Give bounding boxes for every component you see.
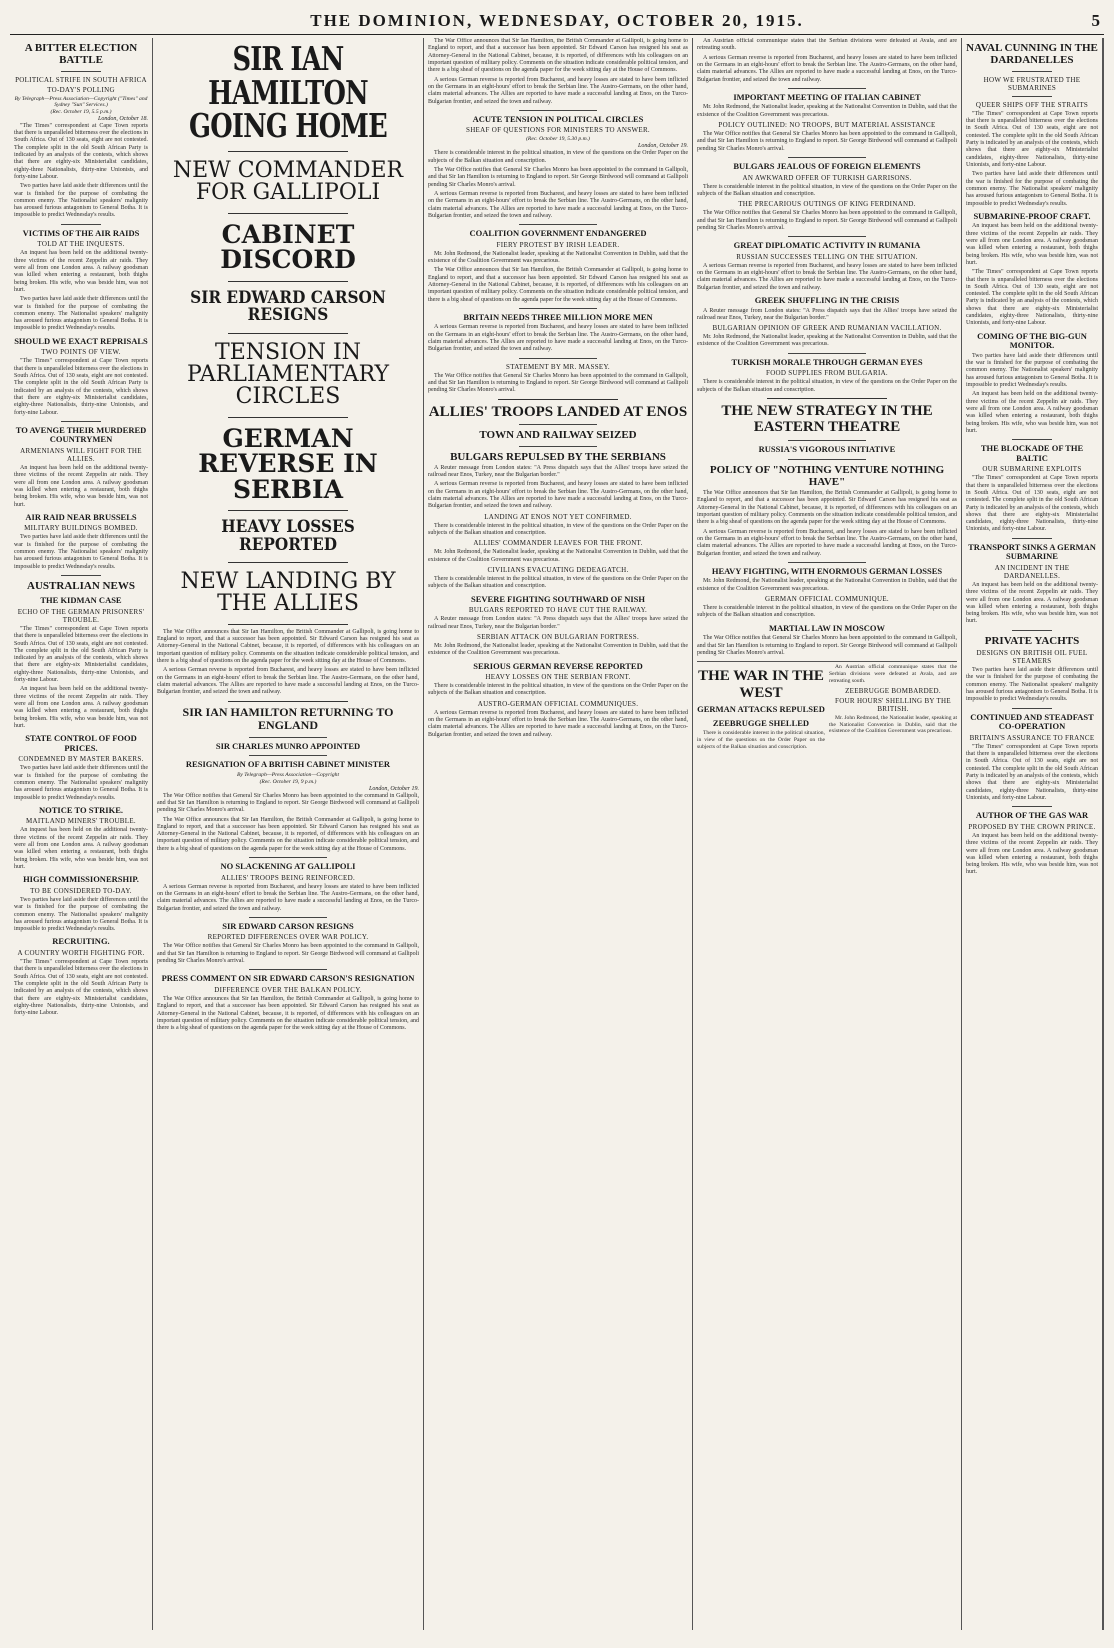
- headline: SERIOUS GERMAN REVERSE REPORTED: [473, 660, 643, 671]
- subhead: FOUR HOURS' SHELLING BY THE BRITISH.: [835, 696, 951, 713]
- headline: ALLIES' TROOPS LANDED AT ENOS: [428, 403, 688, 420]
- subhead: ECHO OF THE GERMAN PRISONERS' TROUBLE.: [17, 607, 145, 624]
- article-text: The War Office announces that Sir Ian Hamilton, the British Commander at Gallipoli, is going home to England to report, and that a successor has been appointed. Sir Edward Carson has resigned his seat as Attorney-General in the National Cabinet, because, it is reported, of differences with his colleagues on an important question of military policy. Comments on the situation indicate considerable political tension, and there is a big sheaf of questions on the agenda paper for the week sitting day at the House of Commons.: [428, 267, 688, 303]
- subhead: AUSTRO-GERMAN OFFICIAL COMMUNIQUES.: [477, 699, 639, 708]
- subhead: MILITARY BUILDINGS BOMBED.: [24, 524, 138, 533]
- subhead: SERBIAN ATTACK ON BULGARIAN FORTRESS.: [477, 632, 639, 641]
- article-text: An inquest has been held on the additional twenty-three victims of the recent Zeppelin air raids. They were all from one London area. A railway goodsman was killed when entering a restaurant, both thighs being broken. His wife, who was beside him, was not hurt.: [14, 686, 148, 729]
- subhead: RESIGNATION OF A BRITISH CABINET MINISTER: [185, 759, 391, 770]
- article-text: An inquest has been held on the additional twenty-three victims of the recent Zeppelin air raids. They were all from one London area. A railway goodsman was killed when entering a restaurant, both thighs being broken. His wife, who was beside him, was not hurt.: [14, 827, 148, 871]
- war-in-west-block: [697, 664, 825, 752]
- article-text: There is considerable interest in the political situation, in view of the questions on the Order Paper on the subjects of the Balkan situation and conscription.: [428, 576, 688, 590]
- article-text: Two parties have laid aside their differences until the war is finished for the purpose of combating the common enemy. The Nationalist speakers' malignity has aroused furious antagonism to General Botha. It is impossible to predict Wednesday's results.: [14, 896, 148, 933]
- banner-headline: NEW COMMANDER FOR GALLIPOLI: [172, 157, 404, 206]
- article-text: An inquest has been held on the additional twenty-three victims of the recent Zeppelin air raids. They were all from one London area. A railway goodsman was killed when entering a restaurant, both thighs being broken. His wife, who was beside him, was not hurt.: [966, 223, 1098, 266]
- headline: PRIVATE YACHTS: [984, 634, 1080, 647]
- subhead: POLITICAL STRIFE IN SOUTH AFRICA: [15, 75, 147, 84]
- article-text: There is considerable interest in the political situation, in view of the questions on the Order Paper on the subjects of the Balkan situation and conscription.: [697, 605, 957, 619]
- subhead: REPORTED DIFFERENCES OVER WAR POLICY.: [207, 933, 369, 942]
- headline: RECRUITING.: [52, 936, 110, 947]
- subhead: PROPOSED BY THE CROWN PRINCE.: [968, 822, 1096, 831]
- article-text: An inquest has been held on the additional twenty-three victims of the recent Zeppelin air raids. They were all from one London area. A railway goodsman was killed when entering a restaurant, both thighs being broken. His wife, who was beside him, was not hurt.: [966, 581, 1098, 625]
- article-text: The War Office notifies that General Sir Charles Monro has been appointed to the command in Gallipoli, and that Sir Ian Hamilton is returning to England to report. Sir George Birdwood will command at Gallipoli pending Sir Charles Monro's arrival.: [157, 792, 419, 814]
- subhead: TWO POINTS OF VIEW.: [41, 348, 121, 357]
- subhead: POLICY OUTLINED: NO TROOPS, BUT MATERIAL ASSISTANCE: [718, 121, 936, 130]
- headline: THE KIDMAN CASE: [40, 595, 122, 606]
- subhead: RUSSIA'S VIGOROUS INITIATIVE: [758, 443, 896, 454]
- received-line: (Rec. October 19, 5.30 p.m.): [526, 136, 590, 143]
- article-text: Mr. John Redmond, the Nationalist leader, speaking at the Nationalist Convention in Dublin, said that the existence of the Coalition Government was precarious.: [428, 549, 688, 563]
- article-text: "The Times" correspondent at Cape Town reports that there is unparalleled bitterness over the elections in South Africa. Out of 130 seats, eight are not contested. The complete split in the old South African Party is indicated by an analysis of the contests, which shows that there are eighty-six Ministerialist candidates, eighty-three Nationalists, thirty-nine Unionists, and forty-nine Labour.: [966, 110, 1098, 168]
- headline: GREAT DIPLOMATIC ACTIVITY IN RUMANIA: [733, 240, 921, 251]
- headline: COALITION GOVERNMENT ENDANGERED: [469, 228, 647, 239]
- article-text: Mr. John Redmond, the Nationalist leader, speaking at the Nationalist Convention in Dublin, said that the existence of the Coalition Government was precarious.: [697, 578, 957, 592]
- article-text: A Reuter message from London states: "A Press dispatch says that the Allies' troops have seized the railroad near Enos, Turkey, near the Bulgarian border.": [428, 616, 688, 630]
- dateline: London, October 19.: [638, 143, 688, 150]
- article-text: "The Times" correspondent at Cape Town reports that there is unparalleled bitterness over the elections in South Africa. Out of 130 seats, eight are not contested. The complete split in the old South African Party is indicated by an analysis of the contests, which shows that there are eighty-six Ministerialist candidates, eighty-three Nationalists, thirty-nine Unionists, and forty-nine Labour.: [14, 959, 148, 1017]
- headline: SEVERE FIGHTING SOUTHWARD OF NISH: [471, 593, 645, 604]
- subhead: TOWN AND RAILWAY SEIZED: [479, 429, 637, 442]
- article-text: A serious German reverse is reported from Bucharest, and heavy losses are stated to have been inflicted on the Germans in an eight-hours' effort to break the Serbian line. The Austro-Germans, on the other hand, claim material advances. The Allies are reported to have made a successful landing at Enos, on the Turco-Bulgarian frontier, and seized the town and railway.: [428, 481, 688, 510]
- subhead: FOOD SUPPLIES FROM BULGARIA.: [766, 369, 888, 378]
- subhead: STATEMENT BY MR. MASSEY.: [506, 362, 610, 371]
- article-text: The War Office notifies that General Sir Charles Monro has been appointed to the command in Gallipoli, and that Sir Ian Hamilton is returning to England to report. Sir George Birdwood will command at Gallipoli pending Sir Charles Monro's arrival.: [157, 943, 419, 965]
- article-text: Mr. John Redmond, the Nationalist leader, speaking at the Nationalist Convention in Dublin, said that the existence of the Coalition Government was precarious.: [428, 642, 688, 657]
- article-text: A serious German reverse is reported from Bucharest, and heavy losses are stated to have been inflicted on the Germans in an eight-hours' effort to break the Serbian line. The Austro-Germans, on the other hand, claim material advances. The Allies are reported to have made a successful landing at Enos, on the Turco-Bulgarian frontier, and seized the town and railway.: [697, 528, 957, 557]
- article-text: An inquest has been held on the additional twenty-three victims of the recent Zeppelin air raids. They were all from one London area. A railway goodsman was killed when entering a restaurant, both thighs being broken. His wife, who was beside him, was not hurt.: [14, 250, 148, 293]
- subhead: ALLIES' COMMANDER LEAVES FOR THE FRONT.: [473, 539, 643, 548]
- subhead: ZEEBRUGGE BOMBARDED.: [845, 686, 941, 695]
- masthead-title: THE DOMINION, WEDNESDAY, OCTOBER 20, 1915.: [310, 11, 804, 30]
- article-text: The War Office announces that Sir Ian Hamilton, the British Commander at Gallipoli, is going home to England to report, and that a successor has been appointed. Sir Edward Carson has resigned his seat as Attorney-General in the National Cabinet, because, it is reported, of differences with his colleagues on an important question of military policy. Comments on the situation indicate considerable political tension, and there is a big sheaf of questions on the agenda paper for the week sitting day at the House of Commons.: [428, 38, 688, 74]
- subhead: DESIGNS ON BRITISH OIL FUEL STEAMERS: [976, 649, 1088, 666]
- headline: NAVAL CUNNING IN THE DARDANELLES: [966, 42, 1098, 67]
- subhead: BULGARIAN OPINION OF GREEK AND RUMANIAN VACILLATION.: [712, 324, 942, 333]
- subhead: ARMENIANS WILL FIGHT FOR THE ALLIES.: [20, 446, 142, 463]
- subhead: SHEAF OF QUESTIONS FOR MINISTERS TO ANSWER.: [466, 126, 650, 135]
- banner-headline: SIR IAN HAMILTON GOING HOME: [189, 39, 387, 146]
- article-text: A serious German reverse is reported from Bucharest, and heavy losses are stated to have been inflicted on the Germans in an eight-hours' effort to break the Serbian line. The Austro-Germans, on the other hand, claim material advances. The Allies are reported to have made a successful landing at Enos, on the Turco-Bulgarian frontier, and seized the town and railway.: [697, 262, 957, 291]
- bottom-split: [697, 661, 957, 752]
- column-1: [10, 38, 152, 1630]
- article-text: A serious German reverse is reported from Bucharest, and heavy losses are stated to have been inflicted on the Germans in an eight-hours' effort to break the Serbian line. The Austro-Germans, on the other hand, claim material advances. The Allies are reported to have made a successful landing at Enos, on the Turco-Bulgarian frontier, and seized the town and railway.: [428, 76, 688, 105]
- article-text: The War Office notifies that General Sir Charles Monro has been appointed to the command in Gallipoli, and that Sir Ian Hamilton is returning to England to report. Sir George Birdwood will command at Gallipoli pending Sir Charles Monro's arrival.: [697, 635, 957, 656]
- headline: AUTHOR OF THE GAS WAR: [975, 810, 1089, 821]
- article-text: Two parties have laid aside their differences until the war is finished for the purpose of combating the common enemy. The Nationalist speakers' malignity has aroused furious antagonism to General Botha. It is impossible to predict Wednesday's results.: [966, 352, 1098, 388]
- banner-headline: SIR EDWARD CARSON RESIGNS: [190, 287, 386, 326]
- column-3: [424, 38, 692, 1630]
- headline: VICTIMS OF THE AIR RAIDS: [22, 227, 140, 238]
- column-5: [962, 38, 1102, 1630]
- article-text: A serious German reverse is reported from Bucharest, and heavy losses are stated to have been inflicted on the Germans in an eight-hours' effort to break the Serbian line. The Austro-Germans, on the other hand, claim material advances. The Allies are reported to have made a successful landing at Enos, on the Turco-Bulgarian frontier, and seized the town and railway.: [428, 324, 688, 353]
- headline: MARTIAL LAW IN MOSCOW: [769, 622, 885, 633]
- article-text: A Reuter message from London states: "A Press dispatch says that the Allies' troops have seized the railroad near Enos, Turkey, near the Bulgarian border.": [428, 464, 688, 479]
- article-text: The War Office notifies that General Sir Charles Monro has been appointed to the command in Gallipoli, and that Sir Ian Hamilton is returning to England to report. Sir George Birdwood will command at Gallipoli pending Sir Charles Monro's arrival.: [428, 167, 688, 188]
- article-text: Mr. John Redmond, the Nationalist leader, speaking at the Nationalist Convention in Dublin, said that the existence of the Coalition Government was precarious.: [697, 334, 957, 348]
- article-text: The War Office announces that Sir Ian Hamilton, the British Commander at Gallipoli, is going home to England to report, and that a successor has been appointed. Sir Edward Carson has resigned his seat as Attorney-General in the National Cabinet, because, it is reported, of differences with his colleagues on an important question of military policy. Comments on the situation indicate considerable political tension, and there is a big sheaf of questions on the agenda paper for the week sitting day at the House of Commons.: [157, 816, 419, 852]
- article-text: There is considerable interest in the political situation, in view of the questions on the Order Paper on the subjects of the Balkan situation and conscription.: [697, 730, 825, 750]
- article-text: There is considerable interest in the political situation, in view of the questions on the Order Paper on the subjects of the Balkan situation and conscription.: [428, 683, 688, 697]
- article-text: "The Times" correspondent at Cape Town reports that there is unparalleled bitterness over the elections in South Africa. Out of 130 seats, eight are not contested. The complete split in the old South African Party is indicated by an analysis of the contests, which shows that there are eighty-six Ministerialist candidates, eighty-three Nationalists, thirty-nine Unionists, and forty-nine Labour.: [966, 743, 1098, 801]
- dateline: London, October 19.: [369, 785, 419, 792]
- article-text: The War Office announces that Sir Ian Hamilton, the British Commander at Gallipoli, is going home to England to report, and that a successor has been appointed. Sir Edward Carson has resigned his seat as Attorney-General in the National Cabinet, because, it is reported, of differences with his colleagues on an important question of military policy. Comments on the situation indicate considerable political tension, and there is a big sheaf of questions on the agenda paper for the week sitting day at the House of Commons.: [157, 995, 419, 1032]
- subhead: HOW WE FRUSTRATED THE SUBMARINES: [983, 75, 1081, 92]
- subhead: BULGARS REPULSED BY THE SERBIANS: [450, 450, 666, 463]
- subhead: AN AWKWARD OFFER OF TURKISH GARRISONS.: [742, 173, 912, 182]
- article-text: Two parties have laid aside their differences until the war is finished for the purpose of combating the common enemy. The Nationalist speakers' malignity has aroused furious antagonism to General Botha. It is impossible to predict Wednesday's results.: [966, 667, 1098, 703]
- subhead: CIVILIANS EVACUATING DEDEAGATCH.: [487, 566, 629, 575]
- headline: HIGH COMMISSIONERSHIP.: [23, 874, 139, 885]
- headline: CONTINUED AND STEADFAST CO-OPERATION: [970, 711, 1094, 732]
- article-text: An inquest has been held on the additional twenty-three victims of the recent Zeppelin air raids. They were all from one London area. A railway goodsman was killed when entering a restaurant, both thighs being broken. His wife, who was beside him, was not hurt.: [14, 464, 148, 508]
- subhead: THE PRECARIOUS OUTINGS OF KING FERDINAND.: [738, 200, 916, 209]
- subhead: HEAVY LOSSES ON THE SERBIAN FRONT.: [485, 673, 631, 682]
- headline: AUSTRALIAN NEWS: [27, 579, 135, 592]
- article-text: Two parties have laid aside their differences until the war is finished for the purpose of combating the common enemy. The Nationalist speakers' malignity has aroused furious antagonism to General Botha. It is impossible to predict Wednesday's results.: [14, 765, 148, 801]
- subhead: ALLIES' TROOPS BEING REINFORCED.: [220, 873, 356, 882]
- headline: GREEK SHUFFLING IN THE CRISIS: [754, 294, 900, 305]
- headline: BULGARS JEALOUS OF FOREIGN ELEMENTS: [733, 161, 921, 171]
- article-text: A serious German reverse is reported from Bucharest, and heavy losses are stated to have been inflicted on the Germans in an eight-hours' effort to break the Serbian line. The Austro-Germans, on the other hand, claim material advances. The Allies are reported to have made a successful landing at Enos, on the Turco-Bulgarian frontier, and seized the town and railway.: [157, 883, 419, 912]
- headline: TURKISH MORALE THROUGH GERMAN EYES: [731, 356, 923, 367]
- credit-line: By Telegraph—Press Association—Copyright ("Times" and Sydney "Sun" Services.): [14, 95, 148, 108]
- banner-headline: NEW LANDING BY THE ALLIES: [180, 568, 396, 617]
- page-number: 5: [1091, 11, 1100, 30]
- article-text: Mr. John Redmond, the Nationalist leader, speaking at the Nationalist Convention in Dublin, said that the existence of the Coalition Government was precarious.: [428, 250, 688, 265]
- headline: NOTICE TO STRIKE.: [38, 804, 123, 815]
- article-text: A serious German reverse is reported from Bucharest, and heavy losses are stated to have been inflicted on the Germans in an eight-hours' effort to break the Serbian line. The Austro-Germans, on the other hand, claim material advances. The Allies are reported to have made a successful landing at Enos, on the Turco-Bulgarian frontier, and seized the town and railway.: [428, 190, 688, 219]
- article-text: "The Times" correspondent at Cape Town reports that there is unparalleled bitterness over the elections in South Africa. Out of 130 seats, eight are not contested. The complete split in the old South African Party is indicated by an analysis of the contests, which shows that there are eighty-six Ministerialist candidates, eighty-three Nationalists, thirty-nine Unionists, and forty-nine Labour.: [14, 358, 148, 416]
- subhead: POLICY OF "NOTHING VENTURE NOTHING HAVE": [709, 463, 945, 488]
- banner-headline: TENSION IN PARLIAMENTARY CIRCLES: [186, 339, 390, 410]
- subhead: TOLD AT THE INQUESTS.: [37, 240, 125, 249]
- article-text: There is considerable interest in the political situation, in view of the questions on the Order Paper on the subjects of the Balkan situation and conscription.: [428, 150, 688, 164]
- article-text: A Reuter message from London states: "A Press dispatch says that the Allies' troops have seized the railroad near Enos, Turkey, near the Bulgarian border.": [697, 307, 957, 321]
- article-text: An inquest has been held on the additional twenty-three victims of the recent Zeppelin air raids. They were all from one London area. A railway goodsman was killed when entering a restaurant, both thighs being broken. His wife, who was beside him, was not hurt.: [966, 832, 1098, 876]
- subhead: LANDING AT ENOS NOT YET CONFIRMED.: [484, 512, 632, 521]
- columns: [10, 38, 1104, 1630]
- headline: THE BLOCKADE OF THE BALTIC: [980, 443, 1084, 463]
- credit-line: By Telegraph—Press Association—Copyright: [236, 771, 340, 778]
- article-text: A serious German reverse is reported from Bucharest, and heavy losses are stated to have been inflicted on the Germans in an eight-hours' effort to break the Serbian line. The Austro-Germans, on the other hand, claim material advances. The Allies are reported to have made a successful landing at Enos, on the Turco-Bulgarian frontier, and seized the town and railway.: [697, 54, 957, 83]
- column-2: [153, 38, 423, 1630]
- headline: TO AVENGE THEIR MURDERED COUNTRYMEN: [15, 424, 147, 445]
- headline: HEAVY FIGHTING, WITH ENORMOUS GERMAN LOSSES: [711, 565, 943, 576]
- article-text: A serious German reverse is reported from Bucharest, and heavy losses are stated to have been inflicted on the Germans in an eight-hours' effort to break the Serbian line. The Austro-Germans, on the other hand, claim material advances. The Allies are reported to have made a successful landing at Enos, on the Turco-Bulgarian frontier, and seized the town and railway.: [157, 667, 419, 696]
- subhead: RUSSIAN SUCCESSES TELLING ON THE SITUATION.: [736, 252, 918, 261]
- subhead: COMING OF THE BIG-GUN MONITOR.: [977, 330, 1087, 351]
- subhead: AN INCIDENT IN THE DARDANELLES.: [994, 563, 1070, 580]
- article-text: "The Times" correspondent at Cape Town reports that there is unparalleled bitterness over the elections in South Africa. Out of 130 seats, eight are not contested. The complete split in the old South African Party is indicated by an analysis of the contests, which shows that there are eighty-six Ministerialist candidates, eighty-three Nationalists, thirty-nine Unionists, and forty-nine Labour.: [966, 475, 1098, 533]
- article-text: Mr. John Redmond, the Nationalist leader, speaking at the Nationalist Convention in Dublin, said that the existence of the Coalition Government was precarious.: [829, 714, 957, 735]
- article-text: "The Times" correspondent at Cape Town reports that there is unparalleled bitterness over the elections in South Africa. Out of 130 seats, eight are not contested. The complete split in the old South African Party is indicated by an analysis of the contests, which shows that there are eighty-six Ministerialist candidates, eighty-three Nationalists, thirty-nine Unionists, and forty-nine Labour.: [14, 122, 148, 180]
- article-text: There is considerable interest in the political situation, in view of the questions on the Order Paper on the subjects of the Balkan situation and conscription.: [428, 522, 688, 537]
- received-line: (Rec. October 19, 9 p.m.): [259, 778, 317, 785]
- banner-headline: CABINET DISCORD: [220, 219, 356, 275]
- article-text: There is considerable interest in the political situation, in view of the questions on the Order Paper on the subjects of the Balkan situation and conscription.: [697, 183, 957, 197]
- headline: A BITTER ELECTION BATTLE: [24, 42, 138, 67]
- zeebrugge-block: [829, 664, 957, 752]
- article-text: There is considerable interest in the political situation, in view of the questions on the Order Paper on the subjects of the Balkan situation and conscription.: [697, 379, 957, 393]
- article-text: An inquest has been held on the additional twenty-three victims of the recent Zeppelin air raids. They were all from one London area. A railway goodsman was killed when entering a restaurant, both thighs being broken. His wife, who was beside him, was not hurt.: [966, 391, 1098, 434]
- article-text: Two parties have laid aside their differences until the war is finished for the purpose of combating the common enemy. The Nationalist speakers' malignity has aroused furious antagonism to General Botha. It is impossible to predict Wednesday's results.: [14, 296, 148, 332]
- subhead: DIFFERENCE OVER THE BALKAN POLICY.: [214, 985, 362, 994]
- headline: ACUTE TENSION IN POLITICAL CIRCLES: [472, 113, 644, 124]
- subhead: TO BE CONSIDERED TO-DAY.: [30, 886, 132, 895]
- subhead: CONDEMNED BY MASTER BAKERS.: [18, 755, 144, 764]
- subhead: GERMAN ATTACKS REPULSED: [697, 704, 825, 715]
- subhead: SUBMARINE-PROOF CRAFT.: [973, 210, 1091, 221]
- subhead: A COUNTRY WORTH FIGHTING FOR.: [17, 948, 145, 957]
- column-4: [693, 38, 961, 1630]
- subhead: TO-DAY'S POLLING: [47, 85, 115, 94]
- headline: PRESS COMMENT ON SIR EDWARD CARSON'S RESIGNATION: [161, 973, 415, 984]
- headline: TRANSPORT SINKS A GERMAN SUBMARINE: [968, 541, 1096, 562]
- subhead: BULGARS REPORTED TO HAVE CUT THE RAILWAY.: [468, 606, 648, 615]
- article-text: The War Office notifies that General Sir Charles Monro has been appointed to the command in Gallipoli, and that Sir Ian Hamilton is returning to England to report. Sir George Birdwood will command at Gallipoli pending Sir Charles Monro's arrival.: [697, 131, 957, 152]
- headline: NO SLACKENING AT GALLIPOLI: [220, 861, 356, 872]
- headline: SIR EDWARD CARSON RESIGNS: [222, 920, 354, 931]
- subhead: OUR SUBMARINE EXPLOITS: [982, 465, 1082, 474]
- headline: STATE CONTROL OF FOOD PRICES.: [25, 733, 137, 753]
- subhead: FIERY PROTEST BY IRISH LEADER.: [496, 240, 620, 249]
- article-text: "The Times" correspondent at Cape Town reports that there is unparalleled bitterness over the elections in South Africa. Out of 130 seats, eight are not contested. The complete split in the old South African Party is indicated by an analysis of the contests, which shows that there are eighty-six Ministerialist candidates, eighty-three Nationalists, thirty-nine Unionists, and forty-nine Labour.: [966, 269, 1098, 327]
- subhead: ZEEBRUGGE SHELLED: [712, 717, 810, 728]
- article-text: The War Office notifies that General Sir Charles Monro has been appointed to the command in Gallipoli, and that Sir Ian Hamilton is returning to England to report. Sir George Birdwood will command at Gallipoli pending Sir Charles Monro's arrival.: [697, 210, 957, 231]
- article-text: The War Office notifies that General Sir Charles Monro has been appointed to the command in Gallipoli, and that Sir Ian Hamilton is returning to England to report. Sir George Birdwood will command at Gallipoli pending Sir Charles Monro's arrival.: [428, 372, 688, 394]
- headline: IMPORTANT MEETING OF ITALIAN CABINET: [733, 91, 921, 102]
- banner-headline: GERMAN REVERSE IN SERBIA: [198, 423, 378, 504]
- headline: AIR RAID NEAR BRUSSELS: [25, 511, 137, 522]
- article-text: Two parties have laid aside their differences until the war is finished for the purpose of combating the common enemy. The Nationalist speakers' malignity has aroused furious antagonism to General Botha. It is impossible to predict Wednesday's results.: [966, 171, 1098, 207]
- article-text: An Austrian official communique states that the Serbian divisions were defeated at Avala, and are retreating south.: [829, 664, 957, 684]
- headline: SIR IAN HAMILTON RETURNING TO ENGLAND: [182, 704, 394, 733]
- subhead: GERMAN OFFICIAL COMMUNIQUE.: [765, 595, 889, 604]
- article-text: An Austrian official communique states that the Serbian divisions were defeated at Avala, and are retreating south.: [697, 38, 957, 52]
- article-text: Two parties have laid aside their differences until the war is finished for the purpose of combating the common enemy. The Nationalist speakers' malignity has aroused furious antagonism to General Botha. It is impossible to predict Wednesday's results.: [14, 534, 148, 570]
- article-text: The War Office announces that Sir Ian Hamilton, the British Commander at Gallipoli, is going home to England to report, and that a successor has been appointed. Sir Edward Carson has resigned his seat as Attorney-General in the National Cabinet, because, it is reported, of differences with his colleagues on an important question of military policy. Comments on the situation indicate considerable political tension, and there is a big sheaf of questions on the agenda paper for the week sitting day at the House of Commons.: [697, 490, 957, 526]
- masthead: [10, 8, 1104, 35]
- article-text: Two parties have laid aside their differences until the war is finished for the purpose of combating the common enemy. The Nationalist speakers' malignity has aroused furious antagonism to General Botha. It is impossible to predict Wednesday's results.: [14, 183, 148, 219]
- newspaper-page: [10, 8, 1104, 1630]
- subhead: SIR CHARLES MUNRO APPOINTED: [215, 740, 361, 751]
- article-text: A serious German reverse is reported from Bucharest, and heavy losses are stated to have been inflicted on the Germans in an eight-hours' effort to break the Serbian line. The Austro-Germans, on the other hand, claim material advances. The Allies are reported to have made a successful landing at Enos, on the Turco-Bulgarian frontier, and seized the town and railway.: [428, 709, 688, 738]
- headline: SHOULD WE EXACT REPRISALS: [14, 335, 148, 346]
- headline: BRITAIN NEEDS THREE MILLION MORE MEN: [463, 311, 653, 322]
- banner-headline: HEAVY LOSSES REPORTED: [221, 517, 355, 555]
- subhead: BRITAIN'S ASSURANCE TO FRANCE: [969, 733, 1095, 742]
- headline: THE WAR IN THE WEST: [698, 668, 824, 701]
- article-text: "The Times" correspondent at Cape Town reports that there is unparalleled bitterness over the elections in South Africa. Out of 130 seats, eight are not contested. The complete split in the old South African Party is indicated by an analysis of the contests, which shows that there are eighty-six Ministerialist candidates, eighty-three Nationalists, thirty-nine Unionists, and forty-nine Labour.: [14, 625, 148, 684]
- article-text: Mr. John Redmond, the Nationalist leader, speaking at the Nationalist Convention in Dublin, said that the existence of the Coalition Government was precarious.: [697, 104, 957, 118]
- received-line: (Rec. October 19, 5.5 p.m.): [50, 108, 112, 115]
- subhead: QUEER SHIPS OFF THE STRAITS: [975, 100, 1089, 109]
- subhead: MAITLAND MINERS' TROUBLE.: [26, 817, 136, 826]
- article-text: The War Office announces that Sir Ian Hamilton, the British Commander at Gallipoli, is going home to England to report, and that a successor has been appointed. Sir Edward Carson has resigned his seat as Attorney-General in the National Cabinet, because, it is reported, of differences with his colleagues on an important question of military policy. Comments on the situation indicate considerable political tension, and there is a big sheaf of questions on the agenda paper for the week sitting day at the House of Commons.: [157, 628, 419, 665]
- dateline: London, October 18.: [98, 115, 148, 122]
- headline: THE NEW STRATEGY IN THE EASTERN THEATRE: [721, 402, 933, 436]
